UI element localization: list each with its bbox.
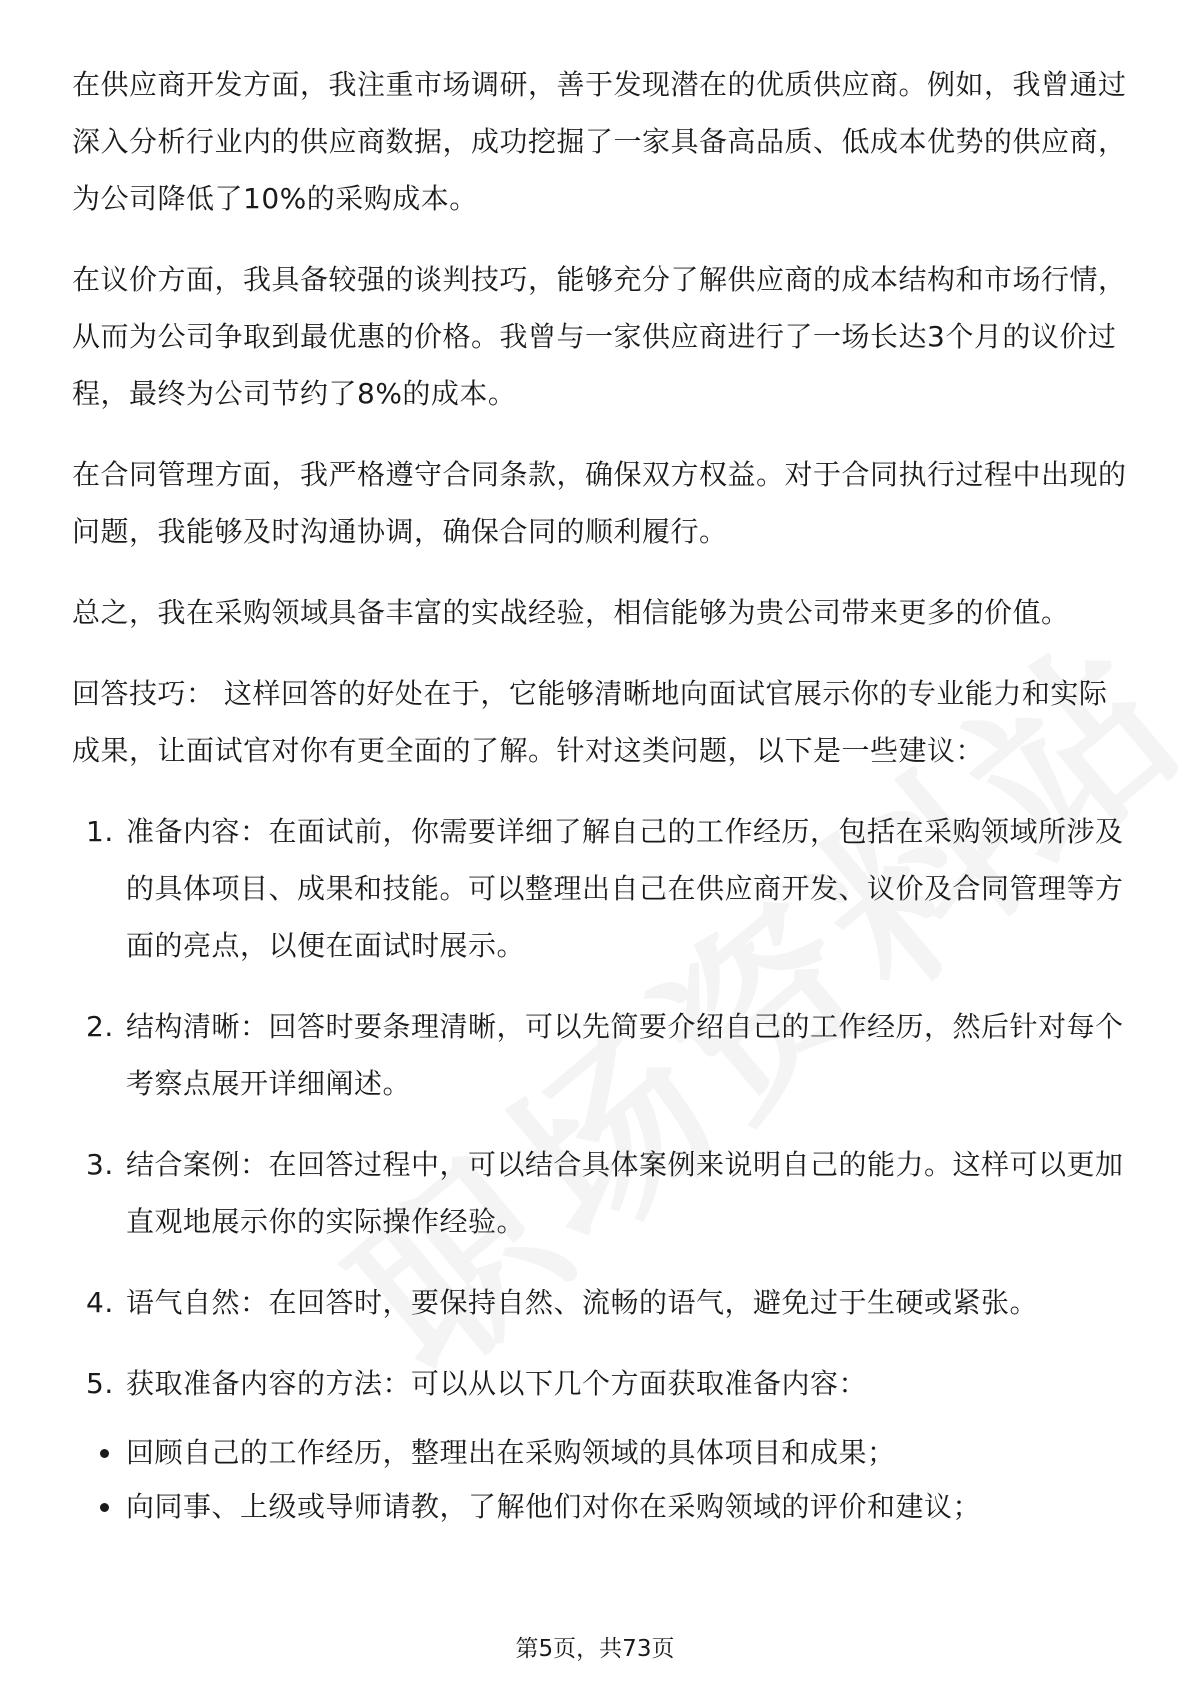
bullet-dot-icon [100,1503,109,1512]
list-item-text: 获取准备内容的方法：可以从以下几个方面获取准备内容： [126,1367,868,1400]
list-item [72,1136,1132,1250]
list-item-text: 结合案例：在回答过程中，可以结合具体案例来说明自己的能力。这样可以更加直观地展示你的实际操作经验。 [126,1148,1124,1238]
paragraph-negotiation: 在议价方面，我具备较强的谈判技巧，能够充分了解供应商的成本结构和市场行情，从而为公司争取到最优惠的价格。我曾与一家供应商进行了一场长达3个月的议价过程，最终为公司节约了8%的成本。 [72,263,1127,410]
bullet-item-text: 向同事、上级或导师请教，了解他们对你在采购领域的评价和建议； [126,1490,982,1523]
document-body [72,56,1132,1534]
bullet-item-text: 回顾自己的工作经历，整理出在采购领域的具体项目和成果； [126,1436,896,1469]
paragraph-supplier-development: 在供应商开发方面，我注重市场调研，善于发现潜在的优质供应商。例如，我曾通过深入分析行业内的供应商数据，成功挖掘了一家具备高品质、低成本优势的供应商，为公司降低了10%的采购成本。 [72,68,1127,215]
list-item [72,1355,1132,1412]
bullet-item [72,1426,1132,1480]
list-number: 1. [86,815,114,848]
page-number-footer: 第5页，共73页 [515,1636,675,1662]
list-item-text: 结构清晰：回答时要条理清晰，可以先简要介绍自己的工作经历，然后针对每个考察点展开详细阐述。 [126,1010,1124,1100]
bullet-list [72,1426,1132,1534]
paragraph-summary: 总之，我在采购领域具备丰富的实战经验，相信能够为贵公司带来更多的价值。 [72,596,1070,629]
list-item [72,998,1132,1112]
bullet-item [72,1480,1132,1534]
list-item-text: 语气自然：在回答时，要保持自然、流畅的语气，避免过于生硬或紧张。 [126,1286,1039,1319]
paragraph-contract-management: 在合同管理方面，我严格遵守合同条款，确保双方权益。对于合同执行过程中出现的问题，我能够及时沟通协调，确保合同的顺利履行。 [72,458,1127,548]
list-number: 5. [86,1367,114,1400]
list-number: 2. [86,1010,114,1043]
list-item [72,1274,1132,1331]
paragraph-answer-tips: 回答技巧： 这样回答的好处在于，它能够清晰地向面试官展示你的专业能力和实际成果，让面试官对你有更全面的了解。针对这类问题，以下是一些建议： [72,677,1108,767]
list-item-text: 准备内容：在面试前，你需要详细了解自己的工作经历，包括在采购领域所涉及的具体项目、成果和技能。可以整理出自己在供应商开发、议价及合同管理等方面的亮点，以便在面试时展示。 [126,815,1124,962]
bullet-dot-icon [100,1449,109,1458]
tips-list [72,803,1132,1412]
list-number: 3. [86,1148,114,1181]
list-number: 4. [86,1286,114,1319]
list-item [72,803,1132,974]
